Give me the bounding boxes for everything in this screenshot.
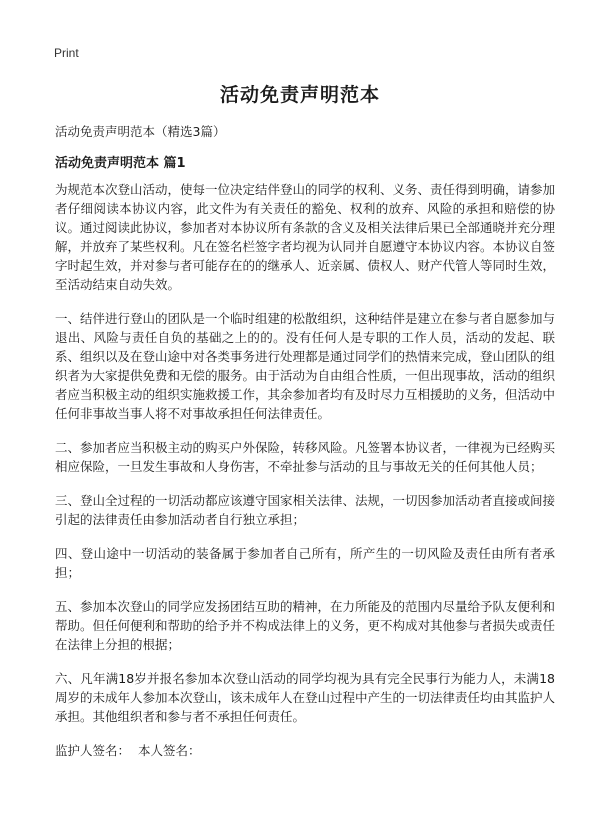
document-title: 活动免责声明范本: [219, 84, 380, 106]
section-heading: 活动免责声明范本 篇1: [55, 156, 186, 171]
paragraph-clause-6: 六、凡年满18岁并报名参加本次登山活动的同学均视为具有完全民事行为能力人，未满18周岁的未成年人参加本次登山，该未成年人在登山过程中产生的一切法律责任均由其监护人承担。其他组织者和参与者不承担任何责任。: [55, 671, 556, 724]
paragraph-clause-3: 三、登山全过程的一切活动都应该遵守国家相关法律、法规，一切因参加活动者直接或间接引起的法律责任由参加活动者自行独立承担；: [55, 493, 556, 527]
paragraph-clause-4: 四、登山途中一切活动的装备属于参加者自己所有，所产生的一切风险及责任由所有者承担；: [55, 546, 555, 580]
document-subtitle: 活动免责声明范本（精选3篇）: [55, 124, 226, 139]
signature-line: [55, 741, 555, 760]
paragraph-clause-5: 五、参加本次登山的同学应发扬团结互助的精神，在力所能及的范围内尽量给予队友便利和帮助。但任何便利和帮助的给予并不构成法律上的义务，更不构成对其他参与者损失或责任在法律上分担的根据；: [55, 599, 556, 652]
self-signature-label: 本人签名：: [138, 743, 201, 758]
paragraph-intro: 为规范本次登山活动，使每一位决定结伴登山的同学的权利、义务、责任得到明确，请参加者仔细阅读本协议内容，此文件为有关责任的豁免、权利的放弃、风险的承担和赔偿的协议。通过阅读此协议，参加者对本协议所有条款的含义及相关法律后果已全部通晓并充分理解，并放弃了某些权利。凡在签名栏签字者均视为认同并自愿遵守本协议内容。本协议自签字时起生效，并对参与者可能存在的的继承人、近亲属、债权人、财产代管人等同时生效，至活动结束自动失效。: [55, 182, 556, 292]
guardian-signature-label: 监护人签名：: [55, 743, 131, 758]
document-body: [55, 180, 555, 760]
print-link[interactable]: Print: [54, 46, 79, 60]
paragraph-clause-1: 一、结伴进行登山的团队是一个临时组建的松散组织，这种结伴是建立在参与者自愿参加与退出、风险与责任自负的基础之上的的。没有任何人是专职的工作人员，活动的发起、联系、组织以及在登山途中对各类事务进行处理都是通过同学们的热情来完成，登山团队的组织者为大家提供免费和无偿的服务。由于活动为自由组合性质，一但出现事故，活动的组织者应当积极主动的组织实施救援工作，其余参加者均有及时尽力互相援助的义务，但活动中任何非事故当事人将不对事故承担任何法律责任。: [55, 311, 556, 421]
paragraph-clause-2: 二、参加者应当积极主动的购买户外保险，转移风险。凡签署本协议者，一律视为已经购买相应保险，一旦发生事故和人身伤害，不牵扯参与活动的且与事故无关的任何其他人员；: [55, 440, 556, 474]
